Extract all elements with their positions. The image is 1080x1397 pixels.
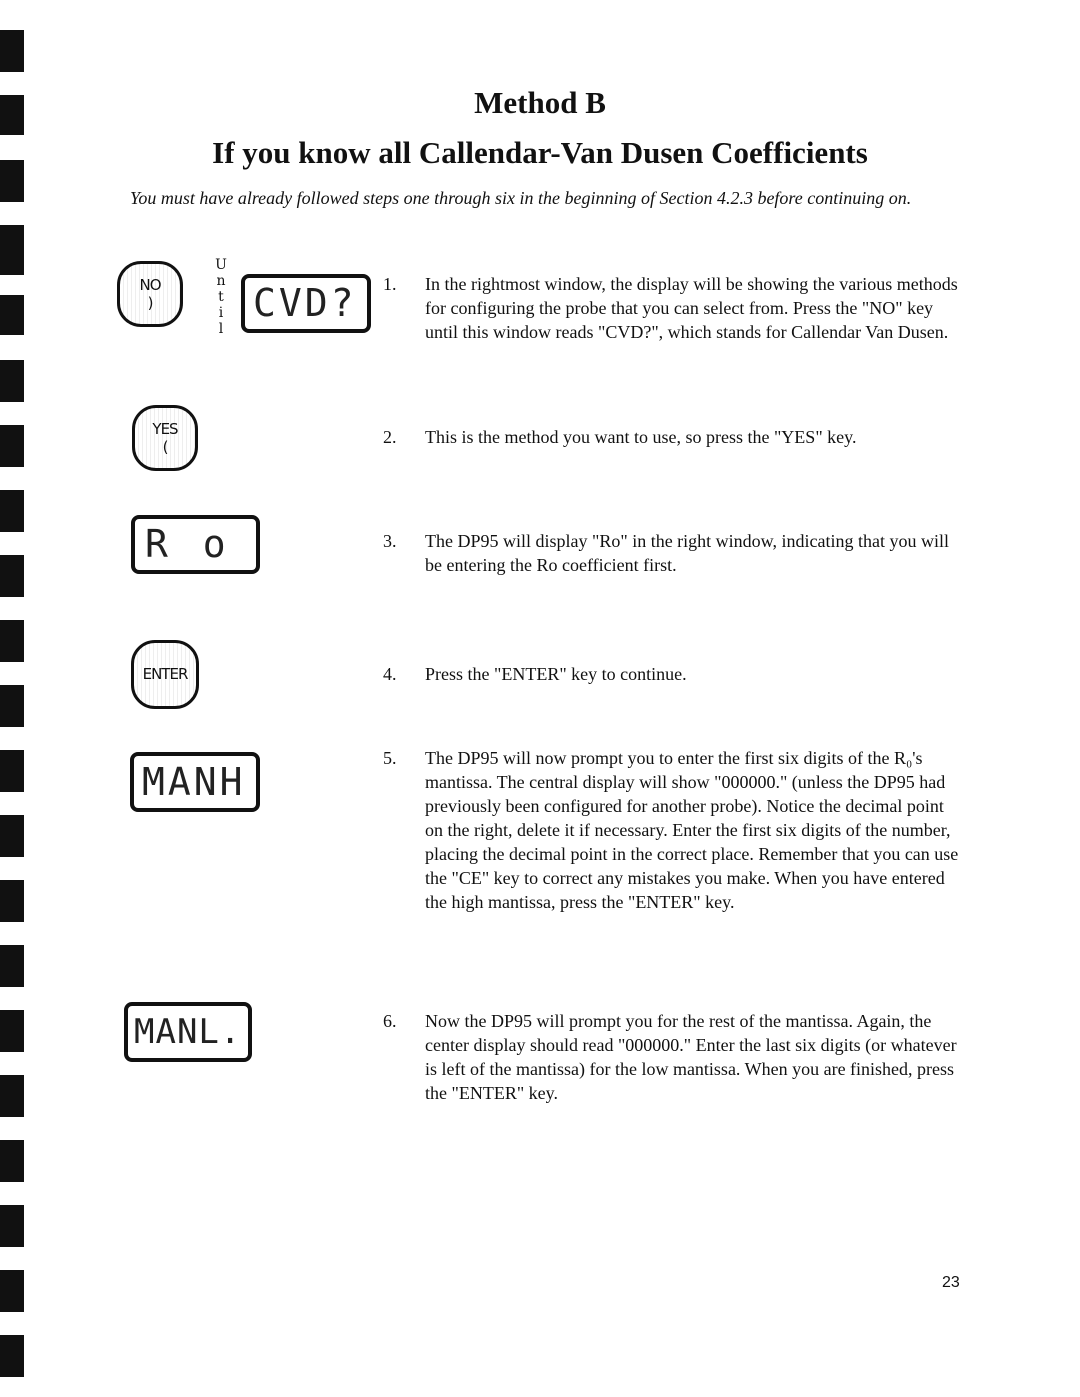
no-key-sub: ) (147, 294, 153, 312)
step-text: This is the method you want to use, so press the "YES" key. (425, 427, 857, 447)
page-subheading: If you know all Callendar-Van Dusen Coefficients (212, 135, 868, 170)
intro-note: You must have already followed steps one through six in the beginning of Section 4.2.3 before continuing on. (130, 188, 912, 208)
display-cvd: CVD? (241, 274, 371, 333)
step-text: The DP95 will display "Ro" in the right window, indicating that you will be entering the Ro coefficient first. (425, 531, 949, 575)
step-number: 1. (383, 274, 397, 294)
step-6 (383, 1009, 963, 1105)
page-heading: Method B (474, 85, 606, 120)
display-manh: MANH (130, 752, 260, 812)
until-letter: l (218, 321, 224, 337)
until-letter: n (216, 273, 226, 289)
step-1 (383, 272, 963, 344)
until-label (214, 257, 228, 337)
yes-key-sub: ( (162, 438, 168, 456)
step-text: The DP95 will now prompt you to enter the first six digits of the R₀'s mantissa. The central display will show "000000." (unless the DP95 had previously been configured for another probe). Notice the decimal point on the right, delete it if necessary. Enter the first six digits of the number, placing the decimal point in the correct place. Remember that you can use the "CE" key to correct any mistakes you make. When you have entered the high mantissa, press the "ENTER" key. (425, 748, 959, 912)
enter-key-label: ENTER (142, 665, 188, 683)
step-number: 2. (383, 427, 397, 447)
step-4 (383, 662, 963, 686)
step-3 (383, 529, 963, 577)
no-key-label: NO (139, 276, 161, 294)
step-2 (383, 425, 963, 449)
enter-key (131, 640, 199, 709)
step-text: Press the "ENTER" key to continue. (425, 664, 687, 684)
step-text: In the rightmost window, the display will be showing the various methods for configuring the probe that you can select from. Press the "NO" key until this window reads "CVD?", which stands for Callendar Van Dusen. (425, 274, 958, 342)
until-letter: U (215, 257, 227, 273)
page-number: 23 (942, 1274, 960, 1291)
step-number: 6. (383, 1011, 397, 1031)
step-5 (383, 746, 963, 914)
step-number: 5. (383, 748, 397, 768)
yes-key (132, 405, 198, 471)
step-text: Now the DP95 will prompt you for the rest of the mantissa. Again, the center display should read "000000." Enter the last six digits (or whatever is left of the mantissa) for the low mantissa. When you are finished, press the "ENTER" key. (425, 1011, 957, 1103)
yes-key-label: YES (152, 420, 178, 438)
until-letter: i (218, 305, 224, 321)
step-number: 3. (383, 531, 397, 551)
display-manl: MANL. (124, 1002, 252, 1062)
step-number: 4. (383, 664, 397, 684)
no-key (117, 261, 183, 327)
display-ro: R o (131, 515, 260, 574)
until-letter: t (218, 289, 224, 305)
